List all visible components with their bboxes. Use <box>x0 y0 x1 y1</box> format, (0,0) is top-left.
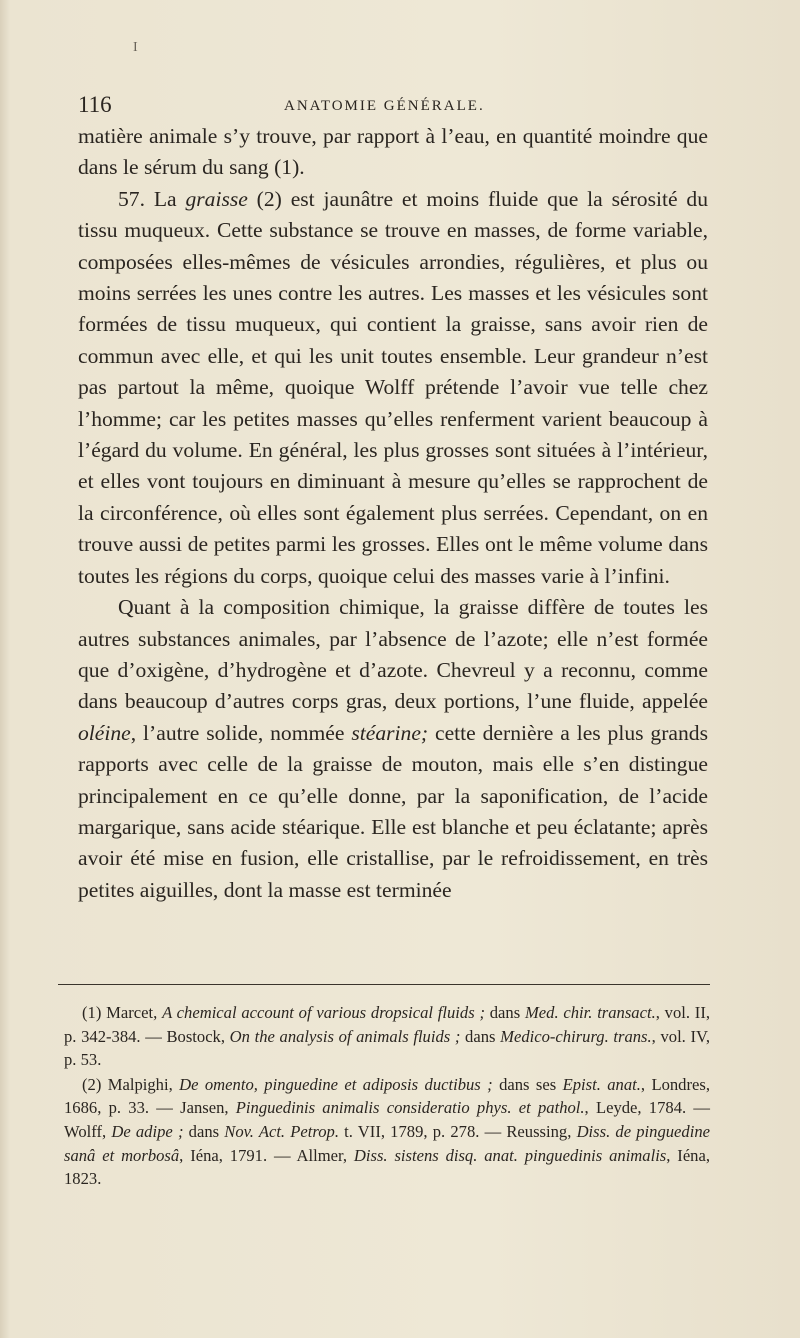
footnote-2 <box>64 1073 710 1191</box>
text-run: dans <box>460 1026 501 1046</box>
text-run: dans ses <box>492 1074 563 1094</box>
footnotes <box>64 1001 710 1191</box>
italic-title: On the analysis of animals fluids ; <box>229 1026 461 1046</box>
italic-title: Nov. Act. Petrop. <box>224 1121 339 1141</box>
italic-term: graisse <box>185 186 248 211</box>
italic-title: De adipe ; <box>111 1121 184 1141</box>
text-run: dans <box>484 1003 525 1022</box>
text-run: , Londres, 1686, p. 33. — Jansen, <box>64 1074 710 1118</box>
running-head: ANATOMIE GÉNÉRALE. <box>284 98 485 114</box>
text-run: , l’autre solide, nommée <box>130 720 352 745</box>
main-text <box>78 121 708 906</box>
text-run: (2) est jaunâtre et moins fluide que la sérosité du tissu muqueux. Cette substance se trouve en masses, de forme variable, composées elles-mêmes de vésicules arrondies, régulières, et plus ou moins serrées les unes contre les autres. Les masses et les vésicules sont formées de tissu muqueux, qui contient la graisse, sans avoir rien de commun avec elle, et qui les unit toutes ensemble. Leur grandeur n’est pas partout la même, quoique Wolff prétende l’avoir vue telle chez l’homme; car les petites masses qu’elles renferment varient beaucoup à l’égard du volume. En général, les plus grosses sont situées à l’intérieur, et elles vont toujours en diminuant à mesure qu’elles se rapprochent de la circonférence, où elles sont également plus serrées. Cependant, on en trouve aussi de petites parmi les grosses. Elles ont le même volume dans toutes les régions du corps, quoique celui des masses varie à l’infini. <box>78 186 708 588</box>
text-run: , vol. IV, p. 53. <box>64 1026 711 1070</box>
text-run: , Iéna, 1791. — Allmer, <box>179 1145 354 1165</box>
italic-title: De omento, pinguedine et adiposis ductibus ; <box>179 1074 493 1094</box>
paragraph-graisse <box>78 184 708 592</box>
text-run: t. VII, 1789, p. 278. — Reussing, <box>338 1121 577 1141</box>
text-run: , Leyde, 1784. — Wolff, <box>64 1098 710 1141</box>
text-run: (1) Marcet, <box>82 1003 163 1022</box>
italic-title: Pinguedinis animalis consideratio phys. et pathol. <box>235 1098 585 1118</box>
text-run: 57. La <box>118 186 186 211</box>
text-run: cette dernière a les plus grands rapports avec celle de la graisse de mouton, mais elle s’en distingue principalement en ce qu’elle donne, par la saponification, de l’acide margarique, sans acide stéarique. Elle est blanche et peu éclatante; après avoir été mise en fusion, elle cristallise, par le refroidissement, en très petites aiguilles, dont la masse est terminée <box>78 720 708 902</box>
italic-title: A chemical account of various dropsical fluids ; <box>162 1003 485 1022</box>
text-run: Quant à la composition chimique, la graisse diffère de toutes les autres substances animales, par l’absence de l’azote; elle n’est formée que d’oxigène, d’hydrogène et d’azote. Chevreul y a reconnu, comme dans beaucoup d’autres corps gras, deux portions, l’une fluide, appelée <box>78 595 708 714</box>
italic-title: Med. chir. transact. <box>524 1003 656 1022</box>
text-run: dans <box>183 1121 225 1141</box>
italic-term: stéarine; <box>351 720 429 745</box>
italic-title: Diss. de pinguedine sanâ et morbosâ <box>64 1121 710 1165</box>
footnote-1 <box>64 1001 710 1072</box>
italic-title: Diss. sistens disq. anat. pinguedinis animalis <box>353 1145 667 1165</box>
italic-term: oléine <box>78 720 131 745</box>
text-run: , vol. II, p. 342-384. — Bostock, <box>64 1003 711 1046</box>
paragraph-composition <box>78 592 708 906</box>
text-run: , Iéna, 1823. <box>64 1145 710 1189</box>
paragraph-continuation: matière animale s’y trouve, par rapport à l’eau, en quantité moindre que dans le sérum du sang (1). <box>78 124 708 180</box>
footnote-divider <box>58 984 710 985</box>
margin-mark: I <box>133 40 138 55</box>
italic-title: Epist. anat. <box>562 1074 641 1094</box>
page-number: 116 <box>78 92 112 117</box>
text-run: (2) Malpighi, <box>82 1074 180 1094</box>
page-header <box>78 92 708 122</box>
italic-title: Medico-chirurg. trans. <box>500 1026 652 1046</box>
